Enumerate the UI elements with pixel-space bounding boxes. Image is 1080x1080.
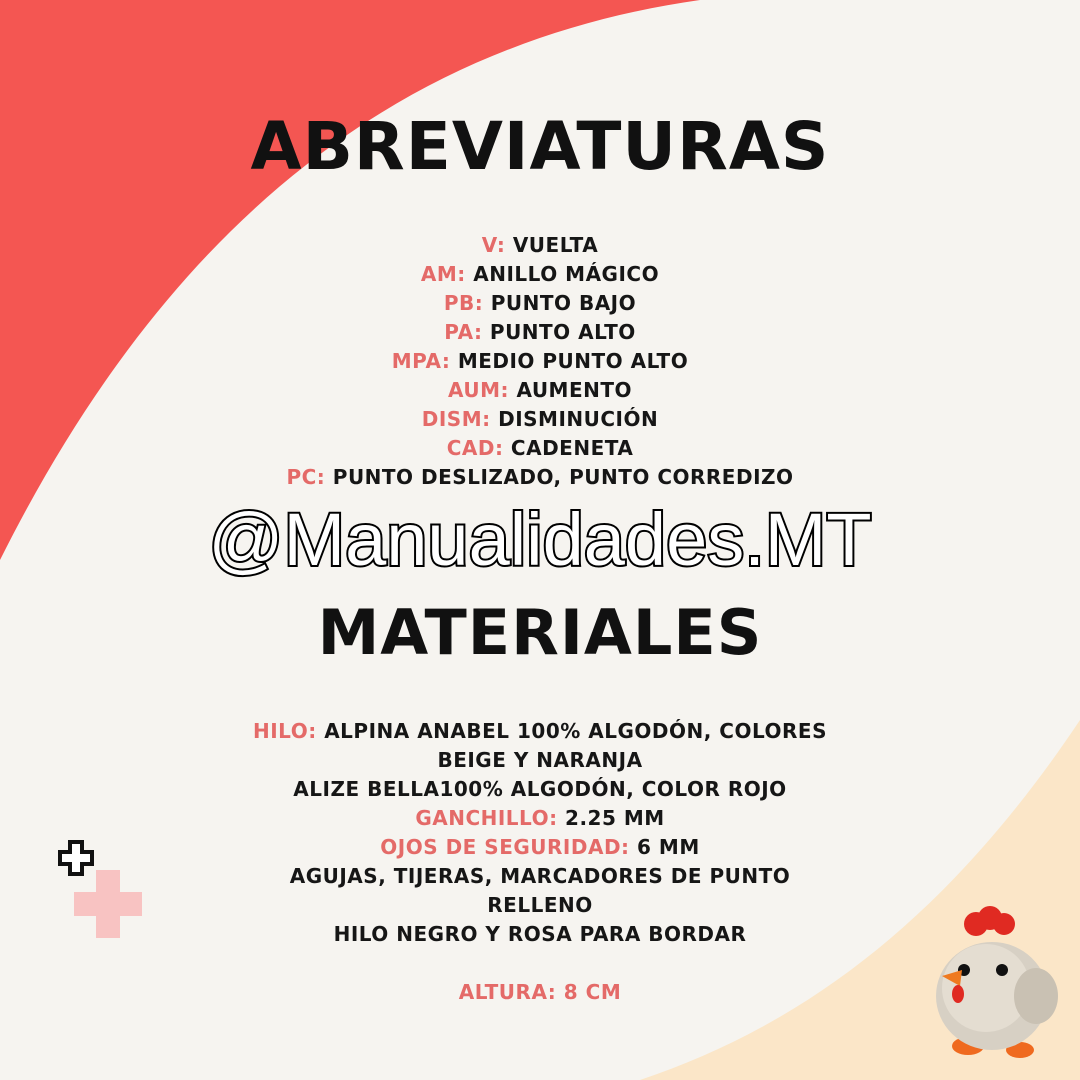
material-item-hilo-negro: HILO NEGRO Y ROSA PARA BORDAR (333, 922, 747, 946)
abbreviation-key: CAD: (446, 436, 504, 460)
abbreviation-item (0, 405, 1080, 434)
material-item-relleno: RELLENO (487, 893, 593, 917)
material-key: HILO: (253, 719, 317, 743)
plus-pink-icon (74, 870, 142, 938)
material-item-altura (0, 978, 1080, 1007)
abbreviation-value: DISMINUCIÓN (498, 407, 659, 431)
abbreviation-key: PB: (443, 291, 484, 315)
material-item-hilo-line2: BEIGE Y NARANJA (437, 748, 643, 772)
abbreviation-value: MEDIO PUNTO ALTO (457, 349, 689, 373)
abbreviation-key: AM: (420, 262, 466, 286)
material-value: ALPINA ANABEL 100% ALGODÓN, COLORES (324, 719, 827, 743)
material-key: OJOS DE SEGURIDAD: (380, 835, 630, 859)
material-item-hilo-line3: ALIZE BELLA100% ALGODÓN, COLOR ROJO (293, 777, 787, 801)
abreviaturas-title: ABREVIATURAS (250, 108, 830, 185)
abbreviation-value: ANILLO MÁGICO (473, 262, 660, 286)
abbreviation-key: AUM: (447, 378, 509, 402)
abbreviation-value: PUNTO DESLIZADO, PUNTO CORREDIZO (332, 465, 794, 489)
abbreviation-key: PC: (286, 465, 326, 489)
altura-key: ALTURA: (458, 980, 557, 1004)
crochet-chicken-image (924, 900, 1074, 1060)
abbreviation-value: PUNTO ALTO (489, 320, 636, 344)
abbreviation-item (0, 231, 1080, 260)
abbreviation-item (0, 260, 1080, 289)
abbreviation-value: PUNTO BAJO (490, 291, 637, 315)
altura-value: 8 CM (563, 980, 622, 1004)
material-value: 6 MM (637, 835, 700, 859)
material-item-hilo (0, 717, 1080, 746)
abbreviation-key: DISM: (421, 407, 491, 431)
abbreviation-item (0, 289, 1080, 318)
material-item-ojos (0, 833, 1080, 862)
material-key: GANCHILLO: (415, 806, 558, 830)
materiales-title: MATERIALES (317, 596, 763, 669)
abbreviation-key: PA: (444, 320, 483, 344)
abbreviation-item (0, 463, 1080, 492)
material-item-ganchillo (0, 804, 1080, 833)
materials-list (0, 717, 1080, 1007)
material-value: 2.25 MM (565, 806, 665, 830)
abbreviation-value: AUMENTO (516, 378, 633, 402)
abbreviation-item (0, 347, 1080, 376)
material-item-agujas: AGUJAS, TIJERAS, MARCADORES DE PUNTO (289, 864, 791, 888)
abbreviation-value: CADENETA (510, 436, 634, 460)
watermark-handle: @Manualidades.MT (208, 498, 872, 581)
abbreviation-key: MPA: (391, 349, 451, 373)
abbreviations-list (0, 231, 1080, 492)
spacer (0, 949, 1080, 978)
abbreviation-key: V: (481, 233, 506, 257)
abbreviation-item (0, 376, 1080, 405)
abbreviation-item (0, 434, 1080, 463)
abbreviation-item (0, 318, 1080, 347)
abbreviation-value: VUELTA (512, 233, 599, 257)
